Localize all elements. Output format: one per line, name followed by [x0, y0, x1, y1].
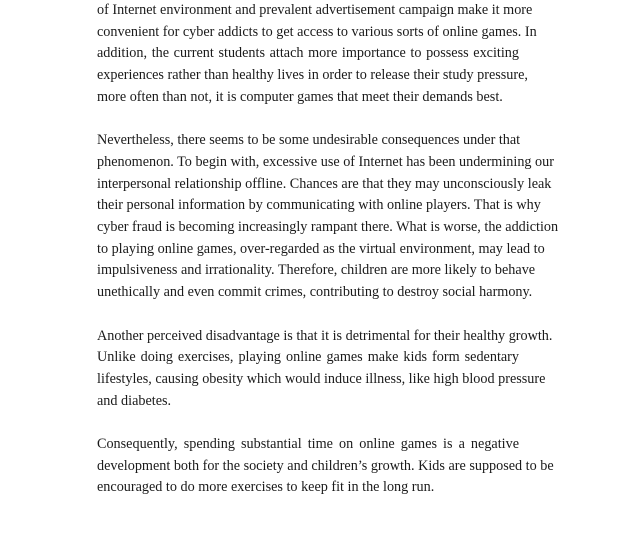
- text-line: Unlike doing exercises, playing online games make kids form sedentary: [97, 349, 519, 366]
- text-line: encouraged to do more exercises to keep fit in the long run.: [97, 479, 435, 496]
- text-line: development both for the society and children’s growth. Kids are supposed to be: [97, 457, 554, 474]
- text-line: Another perceived disadvantage is that it is detrimental for their healthy growth.: [97, 327, 553, 344]
- text-line: convenient for cyber addicts to get access to various sorts of online games. In: [97, 23, 537, 40]
- paragraph-3: [97, 326, 553, 413]
- text-line: experiences rather than healthy lives in order to release their study pressure,: [97, 67, 528, 84]
- text-line: their personal information by communicating with online players. That is why: [97, 197, 541, 214]
- text-line: cyber fraud is becoming increasingly rampant there. What is worse, the addiction: [97, 219, 559, 236]
- text-line: Consequently, spending substantial time on online games is a negative: [97, 436, 519, 453]
- text-line: unethically and even commit crimes, contributing to destroy social harmony.: [97, 284, 533, 301]
- text-line: to playing online games, over-regarded as the virtual environment, may lead to: [97, 240, 545, 257]
- text-line: interpersonal relationship offline. Chances are that they may unconsciously leak: [97, 175, 552, 192]
- paragraph-2: [97, 130, 559, 304]
- paragraph-4: [97, 434, 554, 499]
- document-page: [97, 0, 559, 499]
- text-line: more often than not, it is computer games that meet their demands best.: [97, 88, 503, 105]
- text-line: of Internet environment and prevalent advertisement campaign make it more: [97, 2, 533, 18]
- text-line: and diabetes.: [97, 392, 172, 409]
- text-line: lifestyles, causing obesity which would induce illness, like high blood pressure: [97, 370, 546, 387]
- paragraph-1: [97, 0, 537, 109]
- text-line: impulsiveness and irrationality. Therefore, children are more likely to behave: [97, 262, 536, 279]
- text-line: addition, the current students attach more importance to possess exciting: [97, 45, 519, 62]
- text-line: Nevertheless, there seems to be some undesirable consequences under that: [97, 132, 521, 149]
- text-line: phenomenon. To begin with, excessive use of Internet has been undermining our: [97, 153, 554, 170]
